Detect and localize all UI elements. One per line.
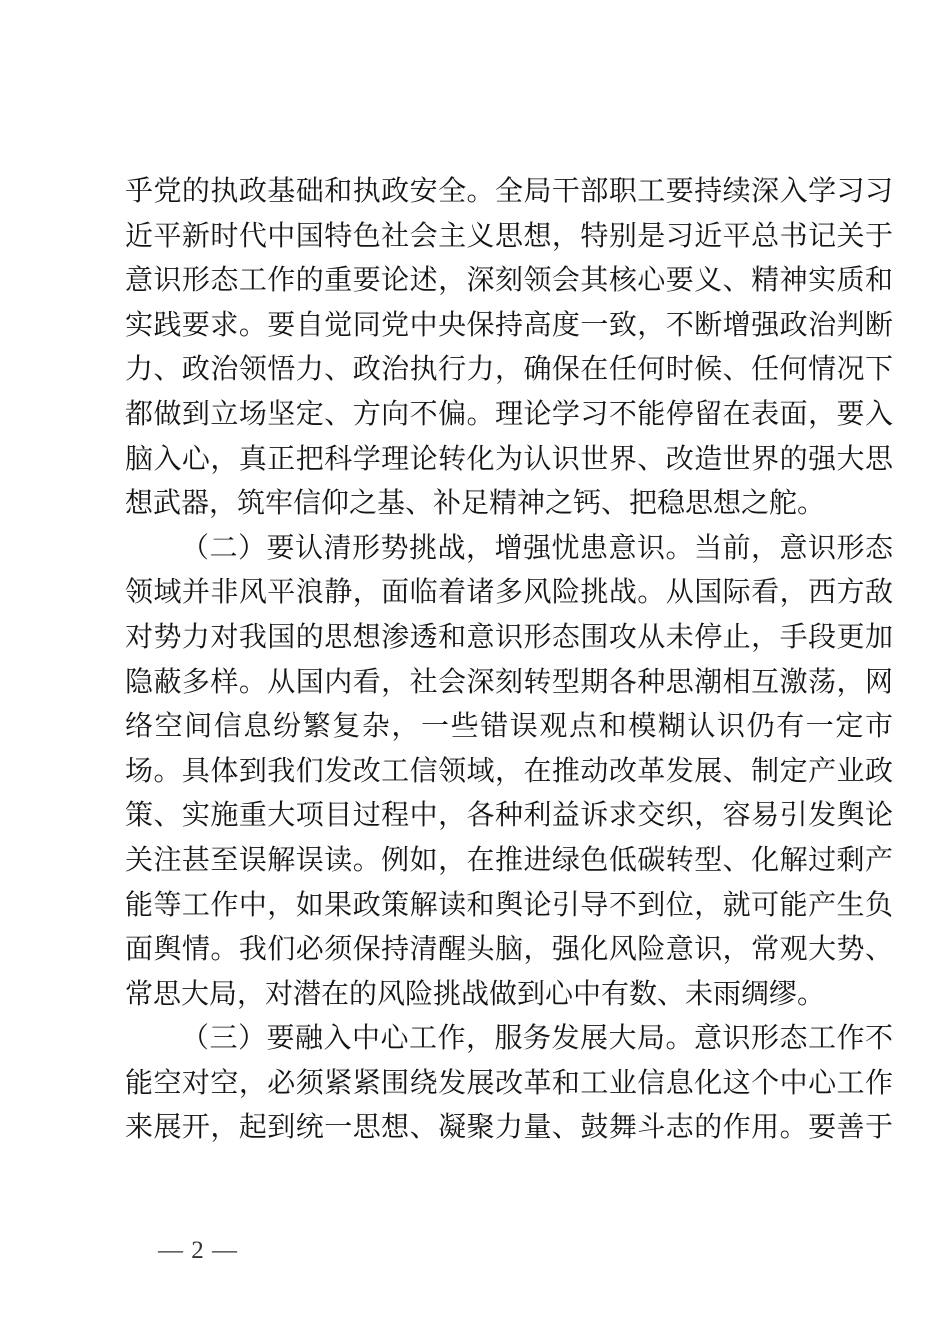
text-line: 力、政治领悟力、政治执行力，确保在任何时候、任何情况下 xyxy=(125,353,893,385)
text-line: 面舆情。我们必须保持清醒头脑，强化风险意识，常观大势、 xyxy=(125,933,893,965)
text-line: 领域并非风平浪静，面临着诸多风险挑战。从国际看，西方敌 xyxy=(125,576,893,608)
text-line: 想武器，筑牢信仰之基、补足精神之钙、把稳思想之舵。 xyxy=(125,487,826,519)
text-line: 意识形态工作的重要论述，深刻领会其核心要义、精神实质和 xyxy=(125,264,893,296)
text-line: （二）要认清形势挑战，增强忧患意识。当前，意识形态 xyxy=(181,531,893,563)
text-line: 策、实施重大项目过程中，各种利益诉求交织，容易引发舆论 xyxy=(125,799,893,831)
text-line: 场。具体到我们发改工信领域，在推动改革发展、制定产业政 xyxy=(125,754,893,786)
text-line: 常思大局，对潜在的风险挑战做到心中有数、未雨绸缪。 xyxy=(125,977,826,1009)
page-number: — 2 — xyxy=(158,1237,238,1264)
text-body xyxy=(125,169,893,1150)
text-line: 实践要求。要自觉同党中央保持高度一致，不断增强政治判断 xyxy=(125,308,893,340)
text-line: （三）要融入中心工作，服务发展大局。意识形态工作不 xyxy=(181,1022,893,1054)
text-line: 都做到立场坚定、方向不偏。理论学习不能停留在表面，要入 xyxy=(125,397,893,429)
text-line: 隐蔽多样。从国内看，社会深刻转型期各种思潮相互激荡，网 xyxy=(125,665,893,697)
text-line: 来展开，起到统一思想、凝聚力量、鼓舞斗志的作用。要善于 xyxy=(125,1111,893,1143)
text-line: 关注甚至误解误读。例如，在推进绿色低碳转型、化解过剩产 xyxy=(125,843,893,875)
text-line: 能等工作中，如果政策解读和舆论引导不到位，就可能产生负 xyxy=(125,888,893,920)
text-line: 乎党的执政基础和执政安全。全局干部职工要持续深入学习习 xyxy=(125,175,893,206)
text-line: 能空对空，必须紧紧围绕发展改革和工业信息化这个中心工作 xyxy=(125,1066,893,1098)
text-line: 近平新时代中国特色社会主义思想，特别是习近平总书记关于 xyxy=(125,219,893,251)
text-line: 络空间信息纷繁复杂，一些错误观点和模糊认识仍有一定市 xyxy=(125,710,893,742)
text-line: 对势力对我国的思想渗透和意识形态围攻从未停止，手段更加 xyxy=(125,620,893,652)
text-line: 脑入心，真正把科学理论转化为认识世界、改造世界的强大思 xyxy=(125,442,893,474)
